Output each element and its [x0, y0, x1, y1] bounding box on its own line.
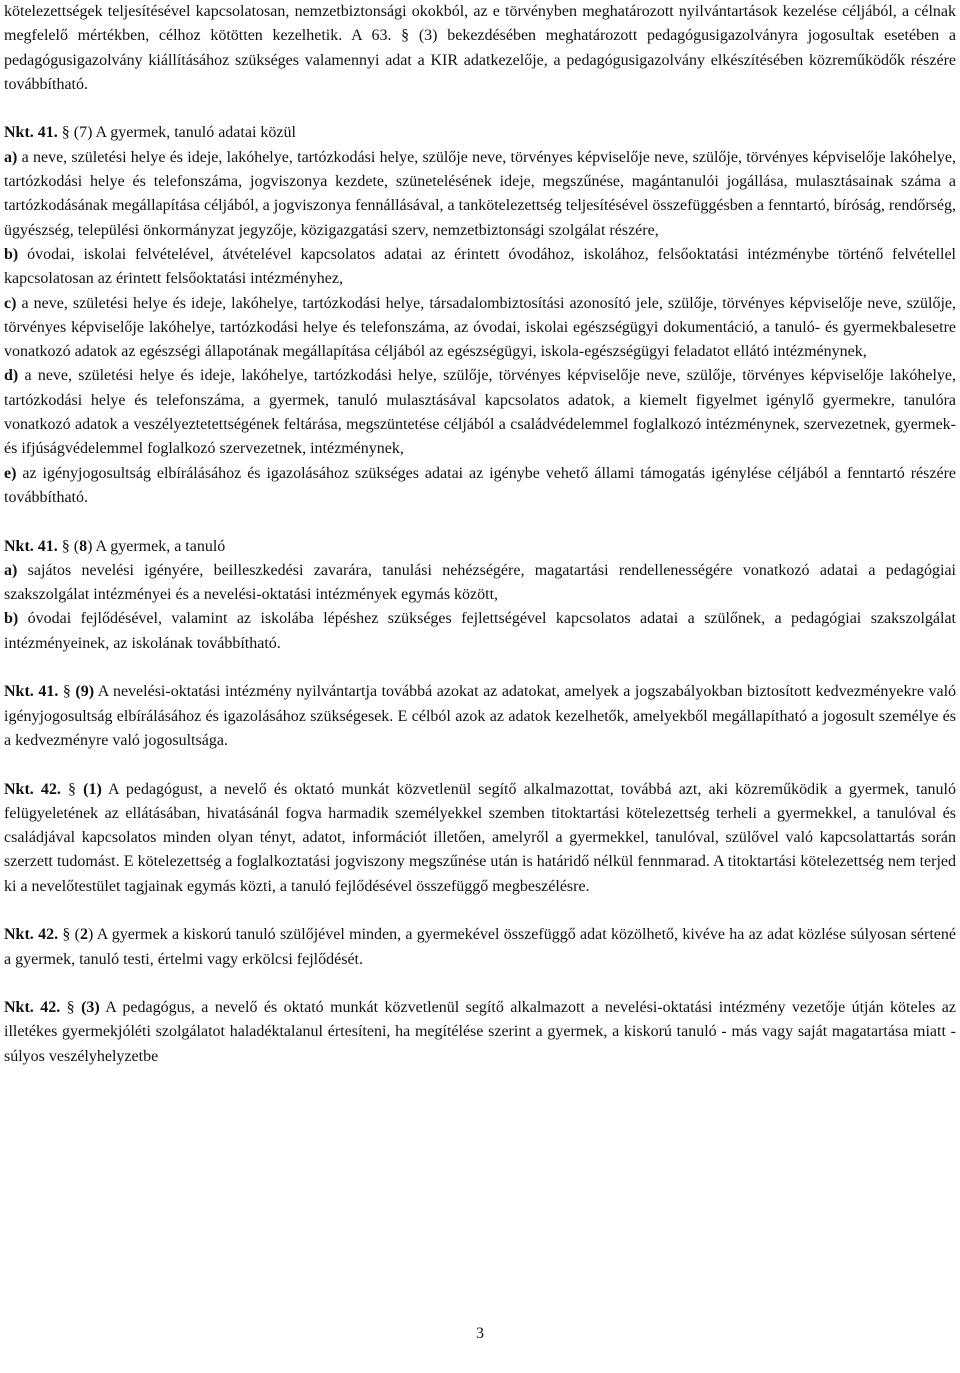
section-sign: § — [60, 999, 82, 1017]
section-ref: Nkt. 41. — [4, 683, 59, 701]
item-label: a) — [4, 561, 18, 579]
section-42-2 — [4, 923, 956, 972]
page-number: 3 — [476, 1325, 484, 1342]
item-label: d) — [4, 367, 19, 385]
document-page — [4, 0, 956, 1373]
section-ref: Nkt. 42. — [4, 999, 61, 1017]
section-text: ) A gyermek a kiskorú tanuló szülőjével minden, a gyermekével összefüggő adat közölhető, kivéve ha az adat közlése súlyosan sértené a gyermek, tanuló testi, értelmi vagy erkölcsi fejlődését. — [4, 926, 956, 968]
item-label: e) — [4, 464, 17, 482]
item-label: b) — [4, 610, 19, 628]
item-label: b) — [4, 245, 19, 263]
item-text: az igényjogosultság elbírálásához és igazolásához szükséges adatai az igénybe vehető állami támogatás igénylése céljából a fenntartó részére továbbítható. — [4, 464, 956, 506]
section-42-3 — [4, 996, 956, 1069]
section-41-8-heading — [4, 535, 956, 559]
item-text: óvodai fejlődésével, valamint az iskolába lépéshez szükséges fejlettségével kapcsolatos adatai a szülőnek, a pedagógiai szakszolgálat intézményeinek, az iskolának továbbítható. — [4, 610, 956, 652]
section-42-1 — [4, 778, 956, 899]
section-number: (1) — [83, 780, 102, 798]
item-text: óvodai, iskolai felvételével, átvételével kapcsolatos adatai az érintett óvodához, iskolához, felsőoktatási intézménybe történő felvétellel kapcsolatosan az érintett felsőoktatási intézményhez, — [4, 245, 956, 288]
section-heading: § (7) A gyermek, tanuló adatai közül — [57, 124, 296, 142]
section-41-8 — [4, 535, 956, 656]
section-ref: Nkt. 42. — [4, 926, 59, 944]
item-b — [4, 243, 956, 292]
section-text: A pedagógus, a nevelő és oktató munkát közvetlenül segítő alkalmazott a nevelési-oktatási intézmény vezetője útján köteles az illetékes gyermekjóléti szolgálatot haladéktalanul értesíteni, ha megítélése szerint a gyermek, a kiskorú tanuló - más vagy saját magatartása miatt - súlyos veszélyhelyzetbe — [4, 999, 957, 1065]
item-text: a neve, születési helye és ideje, lakóhelye, tartózkodási helye, társadalombiztosítási azonosító jele, szülője, törvényes képviselője neve, szülője, törvényes képviselője lakóhelye, tartózkodási helye és telefonszáma, az óvodai, iskolai egészségügyi dokumentáció, a tanuló- és gyermekbalesetre vonatkozó adatok az egészségi állapotának megállapítása céljából az egészségügyi, iskola-egészségügyi feladatot ellátó intézménynek, — [4, 294, 956, 361]
section-number: 2 — [80, 926, 88, 944]
section-41-7 — [4, 121, 956, 510]
section-sign: § — [58, 683, 76, 701]
item-a — [4, 559, 956, 608]
intro-text: kötelezettségek teljesítésével kapcsolatosan, nemzetbiztonsági okokból, az e törvényben meghatározott nyilvántartások kezelése céljából, a célnak megfelelő mértékben, célhoz kötötten kezelhetik. A 63. § (3) bekezdésében meghatározott pedagógusigazolványra jogosultak esetében a pedagógusigazolvány kiállításához szükséges valamennyi adat a KIR adatkezelője, a pedagógusigazolvány elkészítésében közreműködők részére továbbítható. — [4, 3, 956, 93]
section-heading: ) A gyermek, a tanuló — [87, 537, 226, 555]
item-c — [4, 292, 956, 365]
item-e — [4, 462, 956, 511]
section-number: (3) — [81, 999, 100, 1017]
intro-paragraph — [4, 0, 956, 97]
item-b — [4, 607, 956, 656]
item-d — [4, 364, 956, 461]
section-text: A nevelési-oktatási intézmény nyilvántartja továbbá azokat az adatokat, amelyek a jogszabályokban biztosított kedvezményekre való igényjogosultság elbírálásához és igazolásához szükségesek. E célból azok az adatok kezelhetők, amelyekből megállapítható a jogosult személye és a kedvezményre való jogosultsága. — [4, 683, 957, 749]
section-number: (9) — [75, 683, 95, 701]
section-sign: § — [60, 780, 84, 798]
section-ref: Nkt. 42. — [4, 780, 61, 798]
item-label: c) — [4, 294, 17, 312]
item-label: a) — [4, 148, 18, 166]
section-number: 8 — [79, 537, 88, 555]
section-ref: Nkt. 41. — [4, 537, 58, 555]
section-ref: Nkt. 41. — [4, 124, 58, 142]
section-text: A pedagógust, a nevelő és oktató munkát közvetlenül segítő alkalmazottat, továbbá azt, aki közreműködik a gyermek, tanuló felügyeletének az ellátásában, hivatásánál fogva harmadik személyekkel szemben titoktartási kötelezettség terheli a gyermekkel, a tanulóval és családjával kapcsolatos minden olyan tényt, adatot, információt illetően, amelyről a gyermekkel, tanulóval, szülővel való kapcsolattartás során szerzett tudomást. E kötelezettség a foglalkoztatási jogviszony megszűnése után is határidő nélkül fennmarad. A titoktartási kötelezettség nem terjed ki a nevelőtestület tagjainak egymás közti, a tanuló fejlődésével összefüggő megbeszélésre. — [4, 780, 956, 895]
section-sign: § ( — [57, 537, 80, 555]
item-text: sajátos nevelési igényére, beilleszkedési zavarára, tanulási nehézségére, magatartási rendellenességére vonatkozó adatai a pedagógiai szakszolgálat intézményei és a nevelési-oktatási intézmények egymás között, — [4, 561, 956, 604]
section-sign: § ( — [58, 926, 80, 944]
section-41-9 — [4, 680, 956, 753]
item-a — [4, 146, 956, 243]
section-41-7-heading — [4, 121, 956, 145]
item-text: a neve, születési helye és ideje, lakóhelye, tartózkodási helye, szülője, törvényes képviselője neve, szülője, törvényes képviselője lakóhelye, tartózkodási helye és telefonszáma, a gyermek, tanuló mulasztásával kapcsolatos adatok, a kiemelt figyelmet igénylő gyermekre, tanulóra vonatkozó adatok a veszélyeztetettségének feltárása, megszüntetése céljából a családvédelemmel foglalkozó intézménynek, szervezetnek, gyermek- és ifjúságvédelemmel foglalkozó szervezetnek, intézménynek, — [4, 367, 956, 458]
item-text: a neve, születési helye és ideje, lakóhelye, tartózkodási helye, szülője neve, törvényes képviselője neve, szülője, törvényes képviselője lakóhelye, tartózkodási helye és telefonszáma, jogviszonya kezdete, szünetelésének ideje, megszűnése, magántanulói jogállása, mulasztásainak száma a tartózkodásának megállapítása céljából, a jogviszonya fennállásával, a tankötelezettség teljesítésével összefüggésben a fenntartó, bíróság, rendőrség, ügyészség, települési önkormányzat jegyzője, közigazgatási szerv, nemzetbiztonsági szolgálat részére, — [4, 148, 956, 239]
